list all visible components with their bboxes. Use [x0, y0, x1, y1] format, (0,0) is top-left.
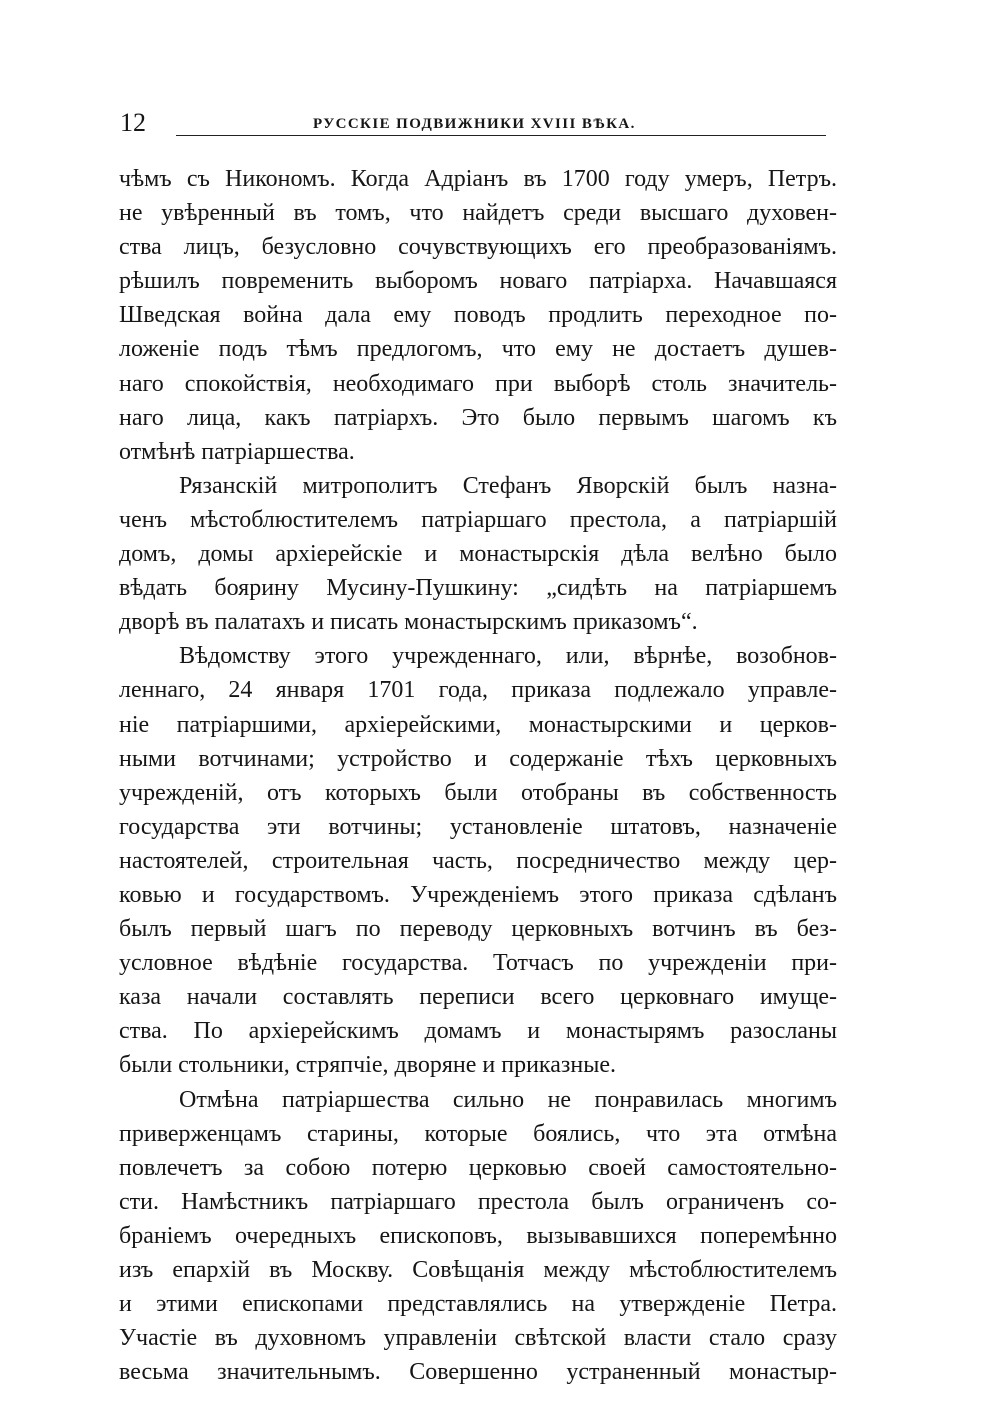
text-line: домъ, домы архіерейскіе и монастырскія дѣла велѣно было: [119, 541, 837, 568]
text-line: приверженцамъ старины, которые боялись, что эта отмѣна: [119, 1120, 837, 1147]
text-line: дворѣ въ палатахъ и писать монастырскимъ приказомъ“.: [119, 609, 698, 636]
text-line: Рязанскій митрополитъ Стефанъ Яворскій былъ назна-: [179, 472, 837, 499]
text-line: браніемъ очередныхъ епископовъ, вызывавшихся поперемѣнно: [119, 1222, 837, 1249]
text-line: наго лица, какъ патріархъ. Это было первымъ шагомъ къ: [119, 404, 837, 431]
text-line: не увѣренный въ томъ, что найдетъ среди высшаго духовен-: [119, 200, 837, 227]
text-line: рѣшилъ повременить выборомъ новаго патріарха. Начавшаяся: [119, 268, 837, 295]
text-line: и этими епископами представлялись на утвержденіе Петра.: [119, 1291, 837, 1318]
text-line: государства эти вотчины; установленіе штатовъ, назначеніе: [119, 813, 837, 840]
text-line: повлечетъ за собою потерю церковью своей самостоятельно-: [119, 1154, 837, 1181]
text-line: каза начали составлять переписи всего церковнаго имуще-: [119, 984, 837, 1011]
text-line: Отмѣна патріаршества сильно не понравилась многимъ: [179, 1086, 837, 1113]
paragraph: [119, 162, 837, 469]
text-line: весьма значительнымъ. Совершенно устраненный монастыр-: [119, 1359, 837, 1386]
text-line: Вѣдомству этого учрежденнаго, или, вѣрнѣе, возобнов-: [179, 643, 837, 670]
text-line: изъ епархій въ Москву. Совѣщанія между мѣстоблюстителемъ: [119, 1257, 837, 1283]
text-line: ложеніе подъ тѣмъ предлогомъ, что ему не достаетъ душев-: [119, 336, 837, 363]
text-line: настоятелей, строительная часть, посредничество между цер-: [119, 847, 837, 874]
text-line: ковью и государствомъ. Учрежденіемъ этого приказа сдѣланъ: [119, 881, 837, 908]
text-line: ными вотчинами; устройство и содержаніе тѣхъ церковныхъ: [119, 745, 837, 772]
text-line: чѣмъ съ Никономъ. Когда Адріанъ въ 1700 году умеръ, Петръ.: [119, 166, 837, 192]
text-line: условное вѣдѣніе государства. Тотчасъ по учрежденіи при-: [119, 950, 837, 977]
text-line: Шведская война дала ему поводъ продлить переходное по-: [119, 302, 837, 329]
paragraph: [119, 469, 837, 639]
page-number: 12: [120, 108, 146, 137]
text-line: были стольники, стряпчіе, дворяне и приказные.: [119, 1052, 616, 1079]
running-title: РУССКIЕ ПОДВИЖНИКИ XVIII ВѢКА.: [313, 116, 636, 132]
text-line: леннаго, 24 января 1701 года, приказа подлежало управле-: [119, 677, 837, 704]
running-head: [120, 108, 826, 142]
text-line: отмѣнѣ патріаршества.: [119, 438, 355, 465]
text-line: Участіе въ духовномъ управленіи свѣтской власти стало сразу: [119, 1325, 837, 1352]
header-rule: [176, 135, 826, 136]
text-line: ченъ мѣстоблюстителемъ патріаршаго престола, а патріаршій: [119, 506, 837, 533]
text-line: былъ первый шагъ по переводу церковныхъ вотчинъ въ без-: [119, 916, 837, 943]
body-text: [119, 162, 837, 1389]
paragraph: [119, 639, 837, 1082]
paragraph: [119, 1083, 837, 1390]
text-line: сти. Намѣстникъ патріаршаго престола былъ ограниченъ со-: [119, 1188, 837, 1215]
text-line: наго спокойствія, необходимаго при выборѣ столь значитель-: [119, 370, 837, 397]
text-line: учрежденій, отъ которыхъ были отобраны въ собственность: [119, 779, 837, 806]
text-line: ніе патріаршими, архіерейскими, монастырскими и церков-: [119, 711, 837, 738]
text-line: вѣдать боярину Мусину-Пушкину: „сидѣть на патріаршемъ: [119, 575, 837, 602]
text-line: ства лицъ, безусловно сочувствующихъ его преобразованіямъ.: [119, 234, 837, 261]
text-line: ства. По архіерейскимъ домамъ и монастырямъ разосланы: [119, 1018, 837, 1045]
